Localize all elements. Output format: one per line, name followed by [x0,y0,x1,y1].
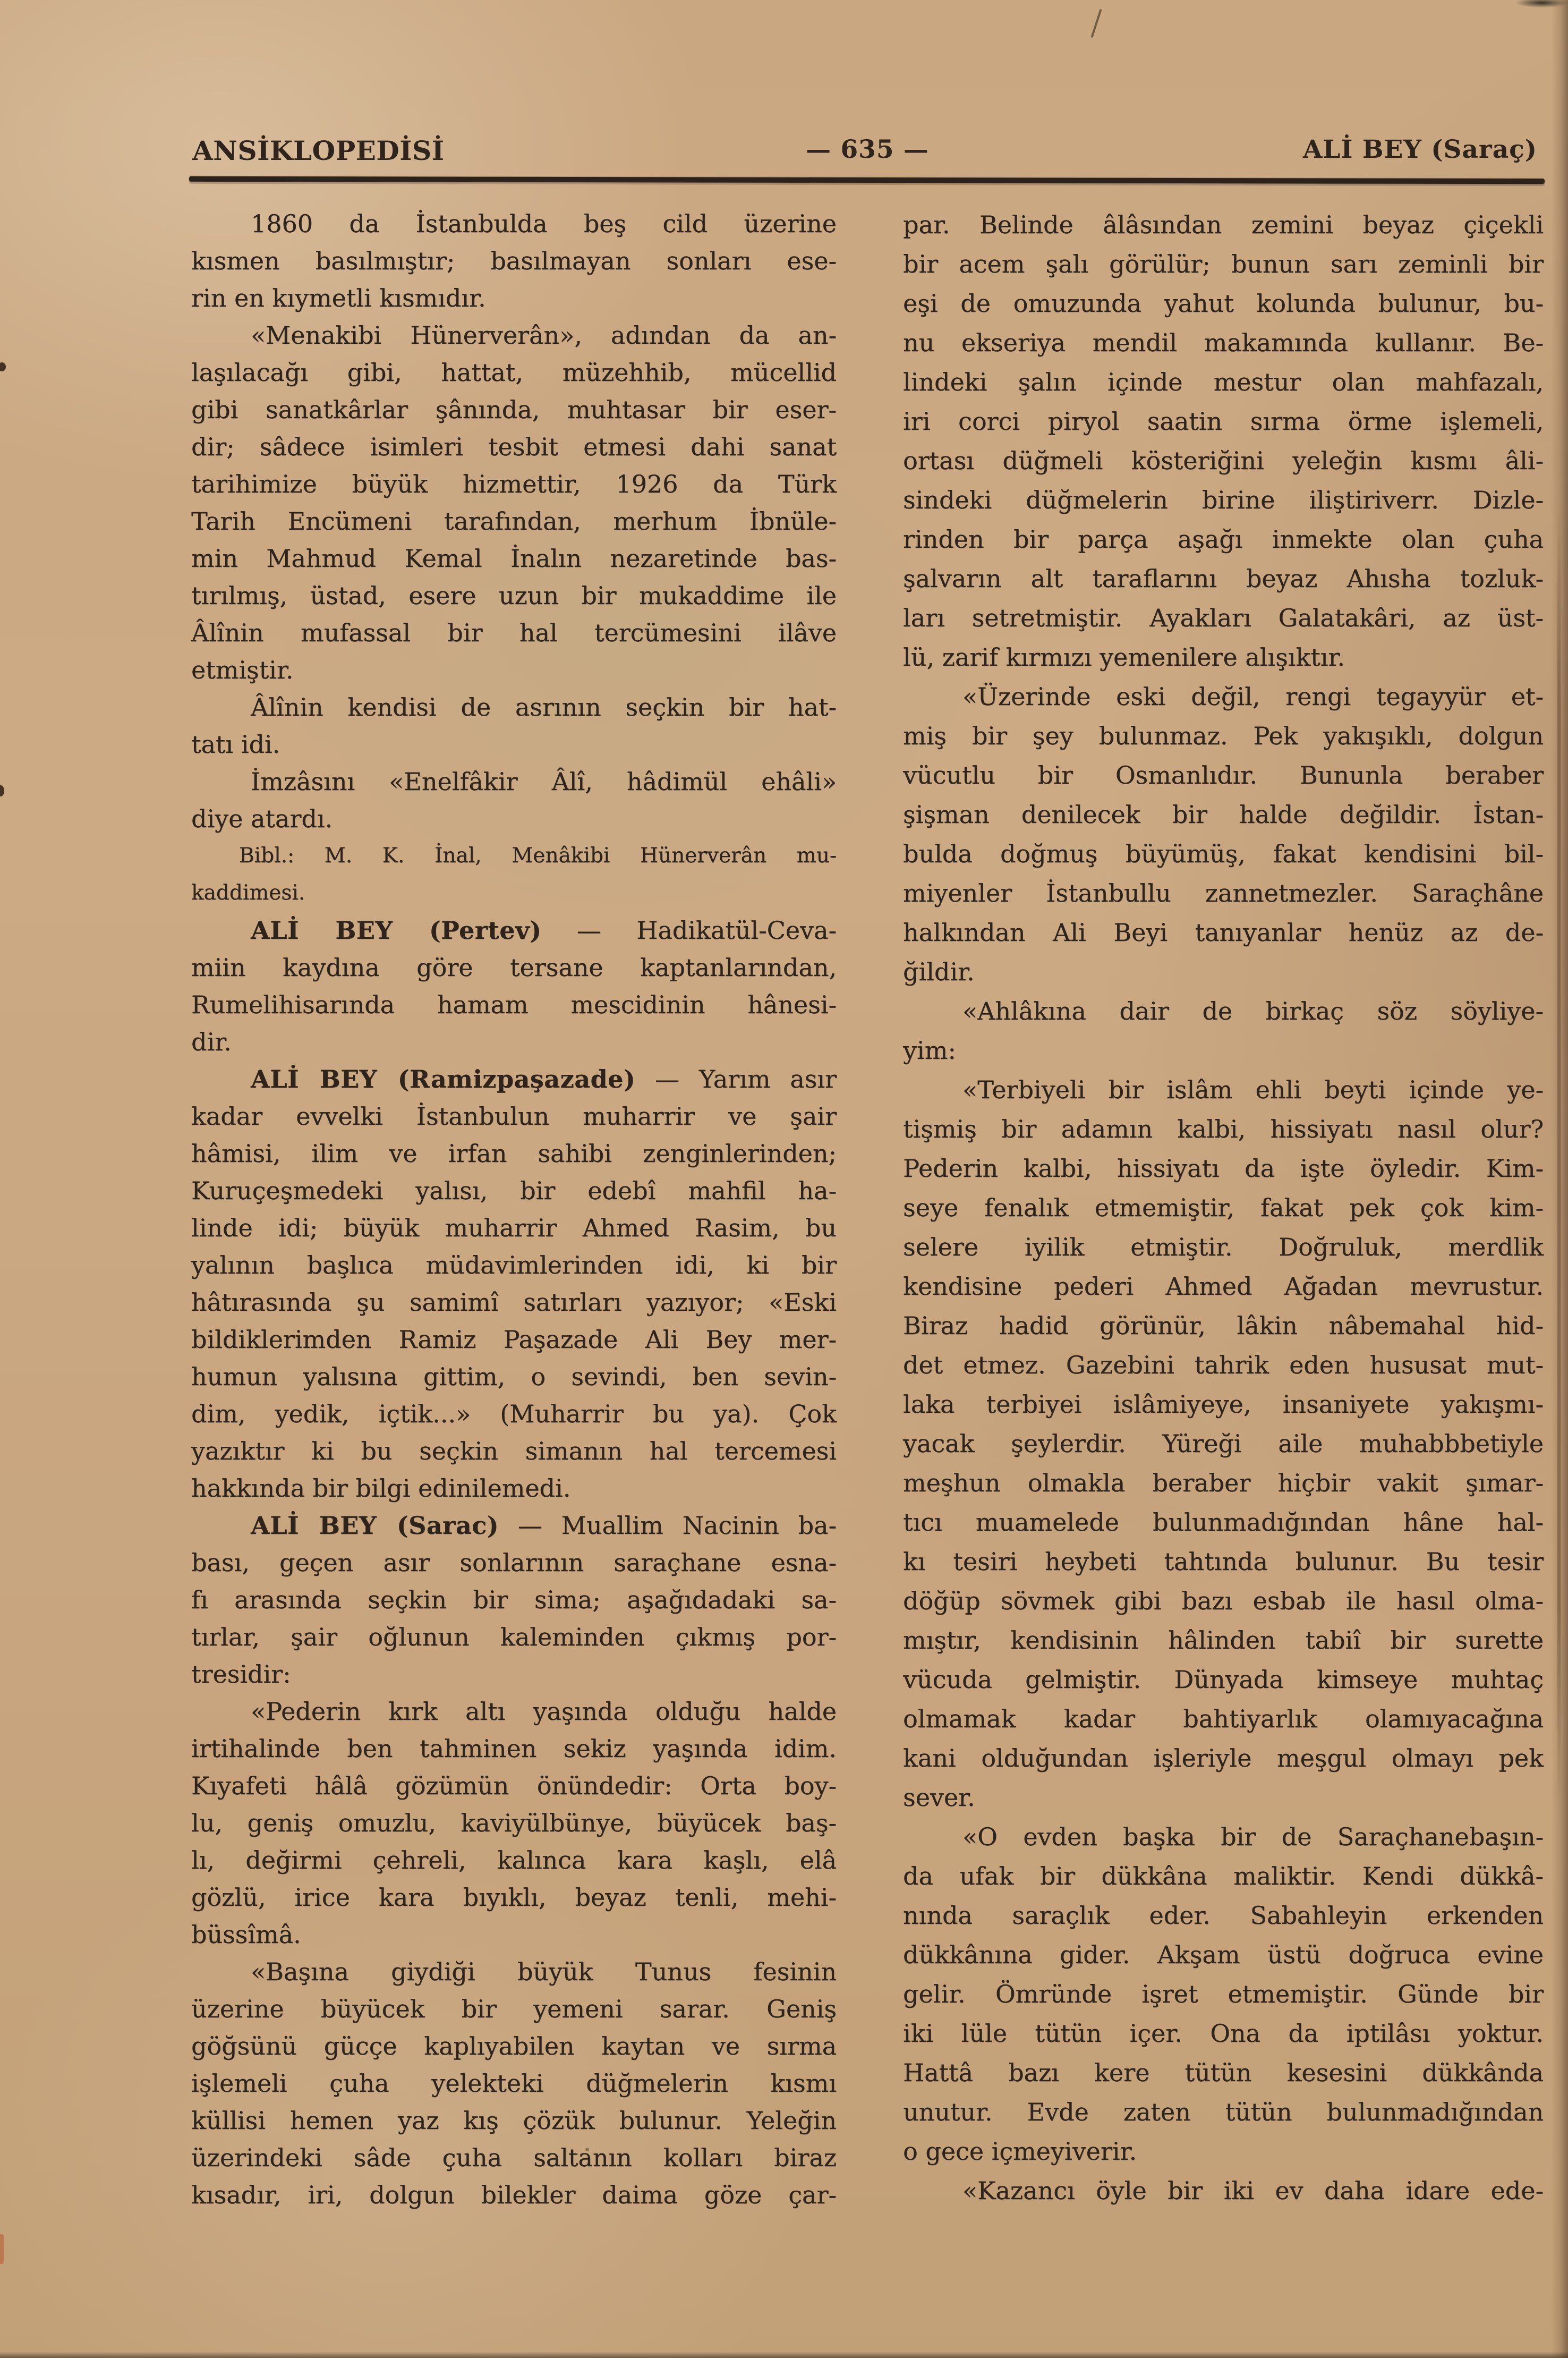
text-line: nu ekseriya mendil makamında kullanır. Be- [903,328,1544,357]
text-line: üzerindeki sâde çuha saltanın kolları biraz [191,2143,837,2172]
text-line: det etmez. Gazebini tahrik eden hususat mut- [903,1351,1544,1379]
text-line: şalvarın alt taraflarını beyaz Ahısha tozluk- [903,564,1544,593]
text-line: ğildir. [903,957,975,986]
text-line: İmzâsını «Enelfâkir Âlî, hâdimül ehâli» [251,767,837,796]
text-line: hakkında bir bilgi edinilemedi. [191,1474,571,1503]
page-number: — 635 — [806,135,929,164]
paragraph [191,1061,837,1507]
ink-speck [0,785,4,796]
text-line: laka terbiyei islâmiyeye, insaniyete yakışmı- [903,1390,1544,1419]
text-line: Âlînin kendisi de asrının seçkin bir hat- [251,693,837,722]
text-line: Kıyafeti hâlâ gözümün önündedir: Orta boy- [191,1771,837,1800]
text-line: olmamak kadar bahtiyarlık olamıyacağına [903,1704,1544,1733]
text-line: kani olduğundan işleriyle meşgul olmayı pek [903,1744,1544,1772]
text-line: ALİ BEY (Ramizpaşazade) — Yarım asır [251,1065,837,1093]
entry-title: ALİ BEY (Ramizpaşazade) [251,1065,636,1093]
pen-mark [1090,9,1102,38]
running-title: ANSİKLOPEDİSİ [192,135,445,166]
text-line: par. Belinde âlâsından zemini beyaz çiçekli [903,210,1544,239]
text-line: hâmisi, ilim ve irfan sahibi zenginlerinden; [191,1139,837,1168]
paragraph [903,2171,1544,2210]
text-line: gelir. Ömründe işret etmemiştir. Günde bir [903,1980,1544,2008]
paragraph [191,1507,837,1693]
text-line: kaddimesi. [191,881,305,905]
text-line: Bibl.: M. K. İnal, Menâkibi Hünerverân mu- [239,844,837,868]
text-line: «Başına giydiği büyük Tunus fesinin [251,1957,837,1986]
text-line: tresidir: [191,1660,291,1689]
text-line: mıştır, kendisinin hâlinden tabiî bir surette [903,1626,1544,1655]
column-left [191,205,837,2213]
paragraph [191,1693,837,1953]
text-line: o gece içmeyiverir. [903,2137,1137,2166]
text-line: üzerine büyücek bir yemeni sarar. Geniş [191,1995,837,2023]
text-line: kısadır, iri, dolgun bilekler daima göze çar- [191,2181,837,2209]
paragraph [903,677,1544,991]
text-line: ALİ BEY (Sarac) — Muallim Nacinin ba- [251,1511,837,1540]
column-right [903,205,1544,2210]
text-line: «Ahlâkına dair de birkaç söz söyliye- [962,997,1544,1025]
text-line: göğsünü gücçe kaplıyabilen kaytan ve sırma [191,2032,837,2060]
entry-title: ALİ BEY (Sarac) [251,1511,499,1540]
text-line: yalının başlıca müdavimlerinden idi, ki bir [191,1251,837,1279]
text-line: dükkânına gider. Akşam üstü doğruca evine [903,1940,1544,1969]
header-rule [189,176,1545,184]
text-line: halkından Ali Beyi tanıyanlar henüz az de- [903,918,1544,947]
entry-title: ALİ BEY (Pertev) [251,916,542,945]
text-line: fı arasında seçkin bir sima; aşağıdadaki sa- [191,1585,837,1614]
entry-running-header: ALİ BEY (Saraç) [1302,135,1537,164]
text-line: büssîmâ. [191,1920,301,1949]
text-line: yacak şeylerdir. Yüreği aile muhabbbetiyle [903,1429,1544,1458]
text-line: hâtırasında şu samimî satırları yazıyor; «Eski [191,1288,837,1317]
text-line: ları setretmiştir. Ayakları Galatakâri, az üst- [903,604,1544,632]
text-line: kı tesiri heybeti tahtında bulunur. Bu tesir [903,1547,1544,1576]
paragraph [191,317,837,689]
text-line: rinden bir parça aşağı inmekte olan çuha [903,525,1544,554]
text-line: bası, geçen asır sonlarının saraçhane esna- [191,1548,837,1577]
text-line: lü, zarif kırmızı yemenilere alışıktır. [903,643,1345,672]
text-line: şişman denilecek bir halde değildir. İstan- [903,800,1544,829]
text-line: kendisine pederi Ahmed Ağadan mevrustur. [903,1272,1544,1301]
text-line: «Terbiyeli bir islâm ehli beyti içinde ye- [962,1075,1544,1104]
text-line: lı, değirmi çehreli, kalınca kara kaşlı, elâ [191,1846,837,1874]
text-line: meşhun olmakla beraber hiçbir vakit şımar- [903,1469,1544,1497]
text-line: dim, yedik, içtik...» (Muharrir bu ya). Çok [191,1399,837,1428]
text-line: ortası düğmeli kösteriğini yeleğin kısmı âli- [903,446,1544,475]
text-line: Hattâ bazı kere tütün kesesini dükkânda [903,2058,1544,2087]
text-line: 1860 da İstanbulda beş cild üzerine [251,209,837,238]
paragraph [191,1953,837,2213]
text-line: iki lüle tütün içer. Ona da iptilâsı yoktur. [903,2019,1544,2048]
text-line: linde idi; büyük muharrir Ahmed Rasim, bu [191,1214,837,1242]
text-line: tıcı muamelede bulunmadığından hâne hal- [903,1508,1544,1537]
text-line: miin kaydına göre tersane kaptanlarından, [191,953,837,982]
text-line: rin en kıymetli kısmıdır. [191,284,486,312]
paragraph [191,837,837,912]
text-line: tarihimize büyük hizmettir, 1926 da Türk [191,470,837,498]
text-line: bir acem şalı görülür; bunun sarı zeminli bir [903,250,1544,278]
page-bottom-edge [0,2352,1568,2358]
text-line: dir. [191,1028,232,1056]
text-line: tırlar, şair oğlunun kaleminden çıkmış por- [191,1623,837,1651]
text-line: küllisi hemen yaz kış çözük bulunur. Yeleğin [191,2106,837,2135]
text-line: unutur. Evde zaten tütün bulunmadığından [903,2098,1544,2126]
ink-speck [0,362,6,371]
text-line: bildiklerimden Ramiz Paşazade Ali Bey mer- [191,1325,837,1354]
text-line: da ufak bir dükkâna maliktir. Kendi dükkâ- [903,1862,1544,1890]
text-line: Âlînin mufassal bir hal tercümesini ilâve [191,618,837,647]
paragraph [191,689,837,763]
text-line: «Menakibi Hünerverân», adından da an- [251,321,837,350]
text-line: yim: [903,1036,956,1065]
text-line: eşi de omuzunda yahut kolunda bulunur, bu- [903,289,1544,318]
text-line: döğüp sövmek gibi bazı esbab ile hasıl olma- [903,1587,1544,1615]
paragraph [903,991,1544,1070]
text-line: tatı idi. [191,730,280,759]
paragraph [191,205,837,317]
text-line: dir; sâdece isimleri tesbit etmesi dahi sanat [191,432,837,461]
text-line: işlemeli çuha yelekteki düğmelerin kısmı [191,2069,837,2098]
text-line: Pederin kalbi, hissiyatı da işte öyledir. Kim- [903,1154,1544,1183]
text-line: humun yalısına gittim, o sevindi, ben sevin- [191,1362,837,1391]
text-line: tişmiş bir adamın kalbi, hissiyatı nasıl olur? [903,1115,1544,1143]
text-line: ALİ BEY (Pertev) — Hadikatül-Ceva- [251,916,837,945]
paper-fleck [0,2234,4,2264]
text-line: tırılmış, üstad, esere uzun bir mukaddime ile [191,581,837,610]
text-line: Biraz hadid görünür, lâkin nâbemahal hid- [903,1311,1544,1340]
text-line: gibi sanatkârlar şânında, muhtasar bir eser- [191,395,837,424]
text-line: selere iyilik etmiştir. Doğruluk, merdlik [903,1233,1544,1261]
text-line: sever. [903,1783,975,1812]
text-line: sindeki düğmelerin birine iliştiriverr. Dizle- [903,486,1544,514]
text-line: «Üzerinde eski değil, rengi tegayyür et- [962,682,1544,711]
text-line: miyenler İstanbullu zannetmezler. Saraçhâne [903,879,1544,907]
paragraph [903,1070,1544,1817]
paragraph [903,205,1544,677]
text-line: lu, geniş omuzlu, kaviyülbünye, büyücek baş- [191,1809,837,1837]
text-line: «O evden başka bir de Saraçhanebaşın- [962,1822,1544,1851]
text-line: «Kazancı öyle bir iki ev daha idare ede- [962,2176,1544,2205]
text-line: nında saraçlık eder. Sabahleyin erkenden [903,1901,1544,1930]
text-line: etmiştir. [191,656,294,684]
text-line: laşılacağı gibi, hattat, müzehhib, mücellid [191,358,837,387]
text-line: vücutlu bir Osmanlıdır. Bununla beraber [903,761,1544,790]
text-line: vücuda gelmiştir. Dünyada kimseye muhtaç [903,1665,1544,1694]
text-line: lindeki şalın içinde mestur olan mahfazalı, [903,368,1544,396]
text-line: Tarih Encümeni tarafından, merhum İbnüle- [191,507,837,536]
text-line: kısmen basılmıştır; basılmayan sonları ese- [191,247,837,275]
text-line: kadar evvelki İstanbulun muharrir ve şair [191,1102,837,1131]
text-line: Rumelihisarında hamam mescidinin hânesi- [191,990,837,1019]
text-line: bulda doğmuş büyümüş, fakat kendisini bil- [903,839,1544,868]
text-line: iri corci piryol saatin sırma örme işlemeli, [903,407,1544,436]
text-line: min Mahmud Kemal İnalın nezaretinde bas- [191,544,837,573]
text-line: yazıktır ki bu seçkin simanın hal tercemesi [191,1437,837,1465]
text-line: irtihalinde ben tahminen sekiz yaşında idim. [191,1734,837,1763]
text-line: miş bir şey bulunmaz. Pek yakışıklı, dolgun [903,722,1544,750]
paragraph [191,763,837,837]
page-edge-streak [1557,505,1561,1806]
text-line: gözlü, irice kara bıyıklı, beyaz tenli, mehi- [191,1883,837,1912]
paragraph [191,912,837,1061]
text-line: diye atardı. [191,804,333,833]
text-line: seye fenalık etmemiştir, fakat pek çok kim- [903,1193,1544,1222]
text-line: Kuruçeşmedeki yalısı, bir edebî mahfil ha- [191,1176,837,1205]
text-line: «Pederin kırk altı yaşında olduğu halde [251,1697,837,1726]
paragraph [903,1817,1544,2171]
